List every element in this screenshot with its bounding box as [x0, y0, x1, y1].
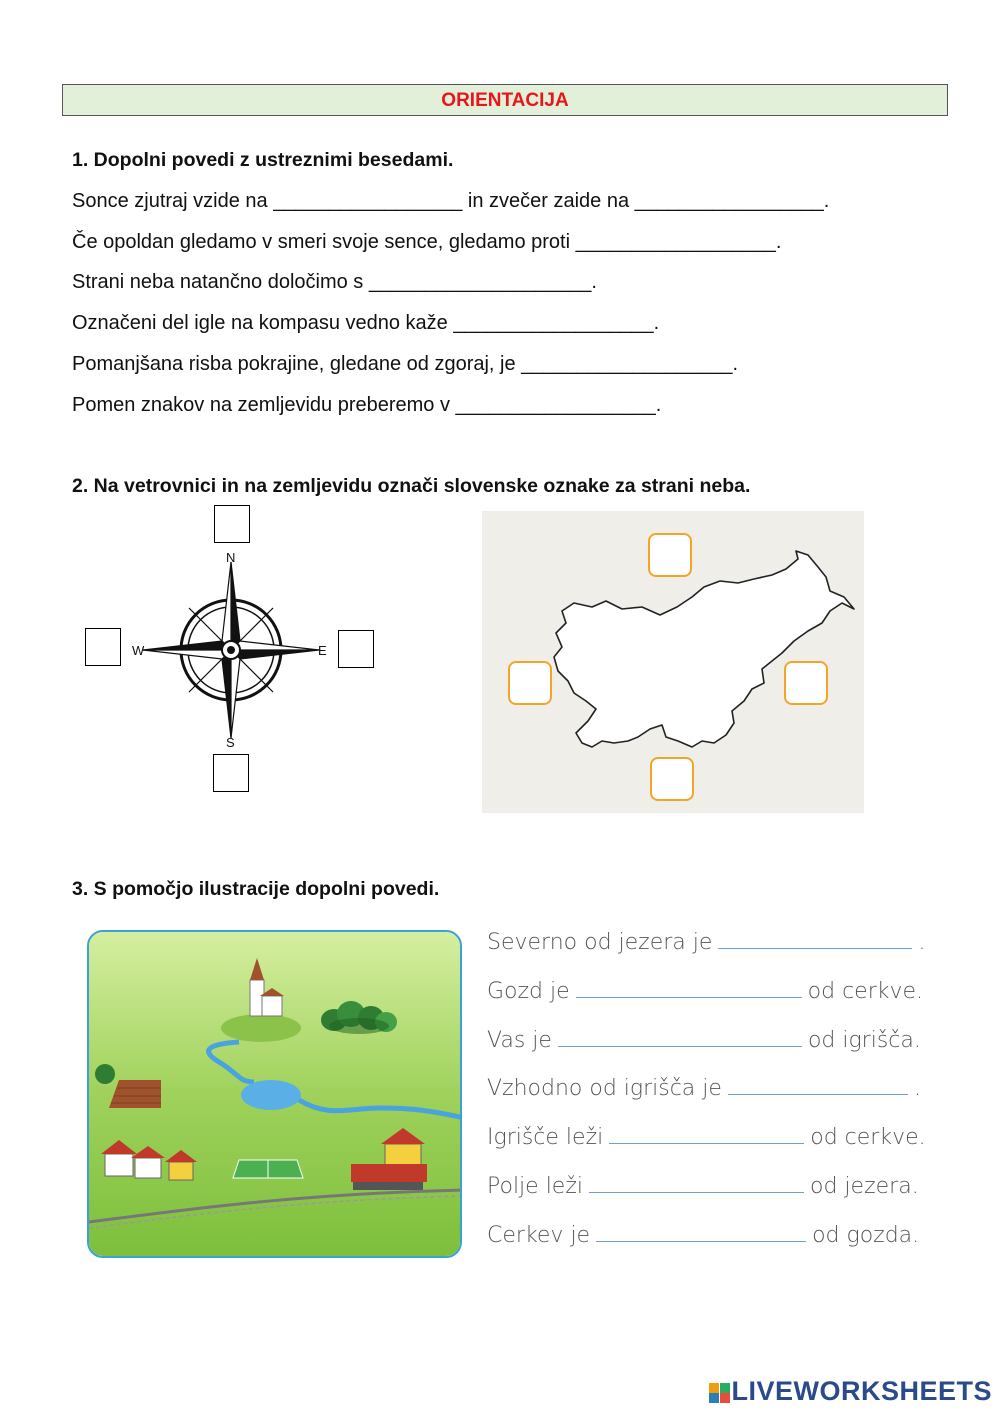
fill-line-5[interactable]: Pomanjšana risba pokrajine, gledane od zgoraj, je ___________________. [72, 353, 739, 375]
compass-label-s: S [226, 735, 235, 750]
sentence-3-before: Vas je [487, 1028, 552, 1053]
sentence-1-blank[interactable] [718, 930, 912, 949]
sentence-5 [487, 1125, 926, 1150]
compass-label-e: E [318, 643, 327, 658]
section3-heading: 3. S pomočjo ilustracije dopolni povedi. [72, 878, 440, 900]
compass-label-n: N [226, 550, 236, 565]
sentence-7-blank[interactable] [596, 1223, 806, 1242]
compass-south-answer-box[interactable] [213, 754, 249, 792]
sentence-6 [487, 1174, 919, 1199]
sentence-7-after: od gozda. [812, 1223, 920, 1248]
sentence-2 [487, 979, 923, 1004]
section1-heading: 1. Dopolni povedi z ustreznimi besedami. [72, 149, 454, 171]
sentence-2-blank[interactable] [576, 979, 802, 998]
map-south-answer-box[interactable] [650, 757, 694, 801]
page-title: ORIENTACIJA [62, 84, 948, 116]
fill-line-1[interactable]: Sonce zjutraj vzide na _________________ in zvečer zaide na _________________. [72, 190, 830, 212]
sentence-4-blank[interactable] [728, 1076, 908, 1095]
fill-line-3[interactable]: Strani neba natančno določimo s ____________________. [72, 271, 597, 293]
compass-label-w: W [132, 643, 145, 658]
sentence-6-blank[interactable] [589, 1174, 804, 1193]
sentence-4-before: Vzhodno od igrišča je [487, 1076, 722, 1101]
sentence-4 [487, 1076, 921, 1101]
playground-icon [233, 1160, 303, 1178]
sentence-2-before: Gozd je [487, 979, 570, 1004]
logo-text: LIVEWORKSHEETS [731, 1376, 992, 1406]
sentence-3-after: od igrišča. [807, 1028, 921, 1053]
sentence-1 [487, 930, 925, 955]
fill-line-4[interactable]: Označeni del igle na kompasu vedno kaže __________________. [72, 312, 660, 334]
sentence-1-before: Severno od jezera je [487, 930, 713, 955]
fill-line-6[interactable]: Pomen znakov na zemljevidu preberemo v __________________. [72, 394, 662, 416]
liveworksheets-logo [709, 1376, 992, 1407]
sentence-2-after: od cerkve. [807, 979, 924, 1004]
compass-north-answer-box[interactable] [214, 505, 250, 543]
section2-heading: 2. Na vetrovnici in na zemljevidu označi slovenske oznake za strani neba. [72, 475, 751, 497]
sentence-4-after: . [913, 1076, 921, 1101]
compass-west-answer-box[interactable] [85, 628, 121, 666]
sentence-5-blank[interactable] [609, 1125, 804, 1144]
landscape-illustration [87, 930, 462, 1258]
logo-mark-icon [709, 1383, 731, 1403]
sentence-3-blank[interactable] [558, 1028, 802, 1047]
slovenia-map-panel [482, 511, 864, 813]
lake-icon [241, 1080, 301, 1110]
fill-line-2[interactable]: Če opoldan gledamo v smeri svoje sence, gledamo proti __________________. [72, 231, 782, 253]
sentence-6-before: Polje leži [487, 1174, 584, 1199]
compass-rose-icon [120, 540, 345, 755]
sentence-3 [487, 1028, 921, 1053]
map-west-answer-box[interactable] [508, 661, 552, 705]
map-north-answer-box[interactable] [648, 533, 692, 577]
map-east-answer-box[interactable] [784, 661, 828, 705]
sentence-5-before: Igrišče leži [487, 1125, 604, 1150]
sentence-5-after: od cerkve. [810, 1125, 926, 1150]
sentence-6-after: od jezera. [810, 1174, 919, 1199]
sentence-7 [487, 1223, 919, 1248]
sentence-1-after: . [918, 930, 926, 955]
sentence-7-before: Cerkev je [487, 1223, 591, 1248]
